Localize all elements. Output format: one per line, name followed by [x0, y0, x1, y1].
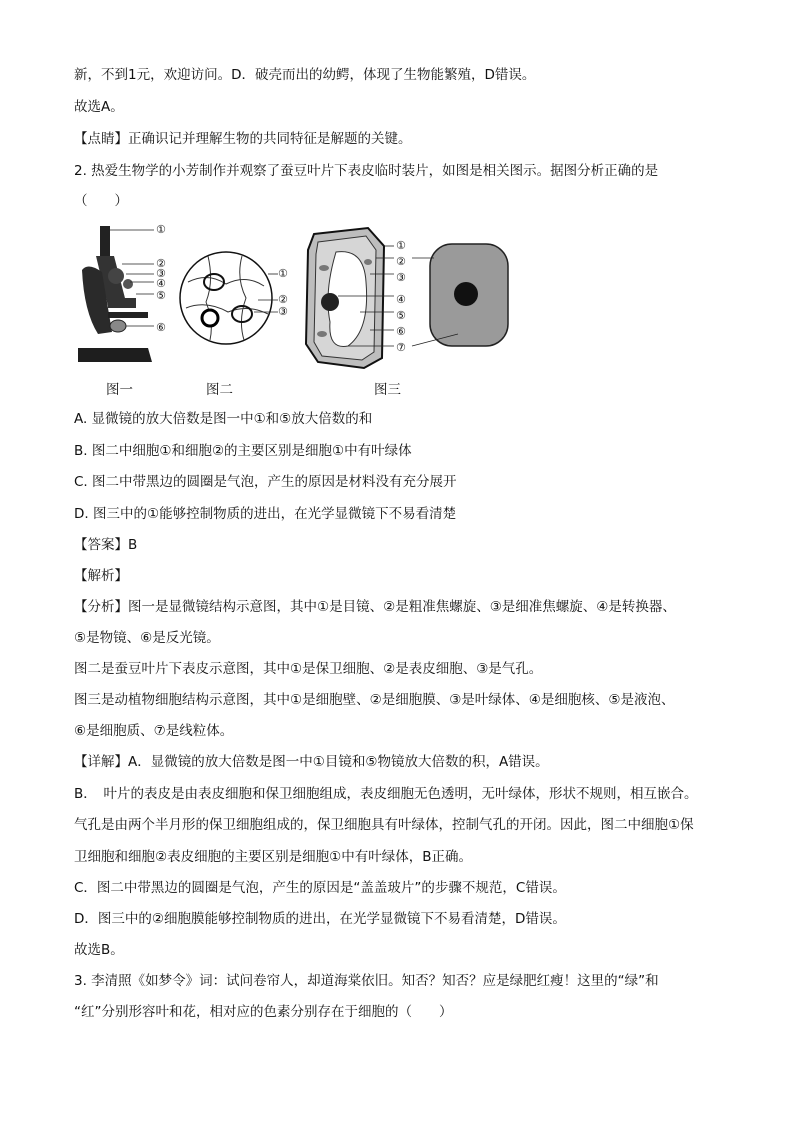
analysis-line: ⑤是物镜、⑥是反光镜。: [74, 630, 220, 646]
analysis-line: 气孔是由两个半月形的保卫细胞组成的，保卫细胞具有叶绿体，控制气孔的开闭。因此，图二中细胞①保: [74, 817, 694, 833]
analysis-line: 【详解】A．显微镜的放大倍数是图一中①目镜和⑤物镜放大倍数的积，A错误。: [74, 754, 549, 770]
option-b: B. 图二中细胞①和细胞②的主要区别是细胞①中有叶绿体: [74, 443, 412, 459]
fig3-label: ⑥: [396, 325, 406, 338]
fig2-label: ②: [278, 293, 288, 306]
figure-caption-3: 图三: [374, 382, 401, 398]
analysis-line: 图三是动植物细胞结构示意图，其中①是细胞壁、②是细胞膜、③是叶绿体、④是细胞核、⑤是液泡、: [74, 692, 675, 708]
analysis-line: C．图二中带黑边的圆圈是气泡，产生的原因是“盖盖玻片”的步骤不规范，C错误。: [74, 880, 566, 896]
analysis-title: 【解析】: [74, 568, 128, 584]
figure-drawing: [78, 222, 528, 372]
analysis-line: B． 叶片的表皮是由表皮细胞和保卫细胞组成，表皮细胞无色透明，无叶绿体，形状不规则，相互嵌合。: [74, 786, 698, 802]
question-3-stem: 3. 李清照《如梦令》词：试问卷帘人，却道海棠依旧。知否？知否？应是绿肥红瘦！这里的“绿”和: [74, 973, 659, 989]
analysis-line: ⑥是细胞质、⑦是线粒体。: [74, 723, 234, 739]
fig1-label: ⑥: [156, 321, 166, 334]
fig1-labels: [156, 222, 166, 336]
question-2-blank: （ ）: [74, 193, 128, 209]
fig3-label: ⑤: [396, 309, 406, 322]
option-c: C. 图二中带黑边的圆圈是气泡，产生的原因是材料没有充分展开: [74, 474, 457, 490]
fig2-label: ①: [278, 267, 288, 280]
option-d: D. 图三中的①能够控制物质的进出，在光学显微镜下不易看清楚: [74, 506, 457, 522]
question-2-stem: 2. 热爱生物学的小芳制作并观察了蚕豆叶片下表皮临时装片，如图是相关图示。据图分析正确的是: [74, 163, 659, 179]
text-line: 【点睛】正确识记并理解生物的共同特征是解题的关键。: [74, 131, 412, 147]
fig1-label: ④: [156, 277, 166, 290]
figure-microscope-cells: [78, 222, 528, 400]
fig1-label: ①: [156, 223, 166, 236]
fig1-label: ⑤: [156, 289, 166, 302]
animal-cell-icon: [412, 244, 508, 346]
microscope-icon: [78, 226, 154, 362]
answer-label: 【答案】B: [74, 537, 138, 553]
figure-caption-2: 图二: [206, 382, 233, 398]
text-line: 故选A。: [74, 99, 124, 115]
question-3-stem-cont: “红”分别形容叶和花，相对应的色素分别存在于细胞的（ ）: [74, 1004, 453, 1020]
analysis-line: 卫细胞和细胞②表皮细胞的主要区别是细胞①中有叶绿体，B正确。: [74, 849, 472, 865]
text-line: 新，不到1元，欢迎访问。D．破壳而出的幼鳄，体现了生物能繁殖，D错误。: [74, 67, 536, 83]
fig1-label: ③: [156, 267, 166, 280]
fig3-label: ③: [396, 271, 406, 284]
epidermis-view-icon: [180, 252, 278, 344]
fig3-label: ①: [396, 239, 406, 252]
figure-caption-1: 图一: [106, 382, 133, 398]
analysis-line: 【分析】图一是显微镜结构示意图，其中①是目镜、②是粗准焦螺旋、③是细准焦螺旋、④是转换器、: [74, 599, 676, 615]
analysis-line: 图二是蚕豆叶片下表皮示意图，其中①是保卫细胞、②是表皮细胞、③是气孔。: [74, 661, 543, 677]
analysis-line: D．图三中的②细胞膜能够控制物质的进出，在光学显微镜下不易看清楚，D错误。: [74, 911, 566, 927]
plant-cell-icon: [306, 228, 394, 368]
fig2-labels: [278, 266, 288, 320]
option-a: A. 显微镜的放大倍数是图一中①和⑤放大倍数的和: [74, 411, 373, 427]
analysis-line: 故选B。: [74, 942, 124, 958]
fig3-label: ⑦: [396, 341, 406, 354]
fig2-label: ③: [278, 305, 288, 318]
fig3-labels: [396, 238, 406, 356]
fig3-label: ④: [396, 293, 406, 306]
fig3-label: ②: [396, 255, 406, 268]
fig1-label: ②: [156, 257, 166, 270]
